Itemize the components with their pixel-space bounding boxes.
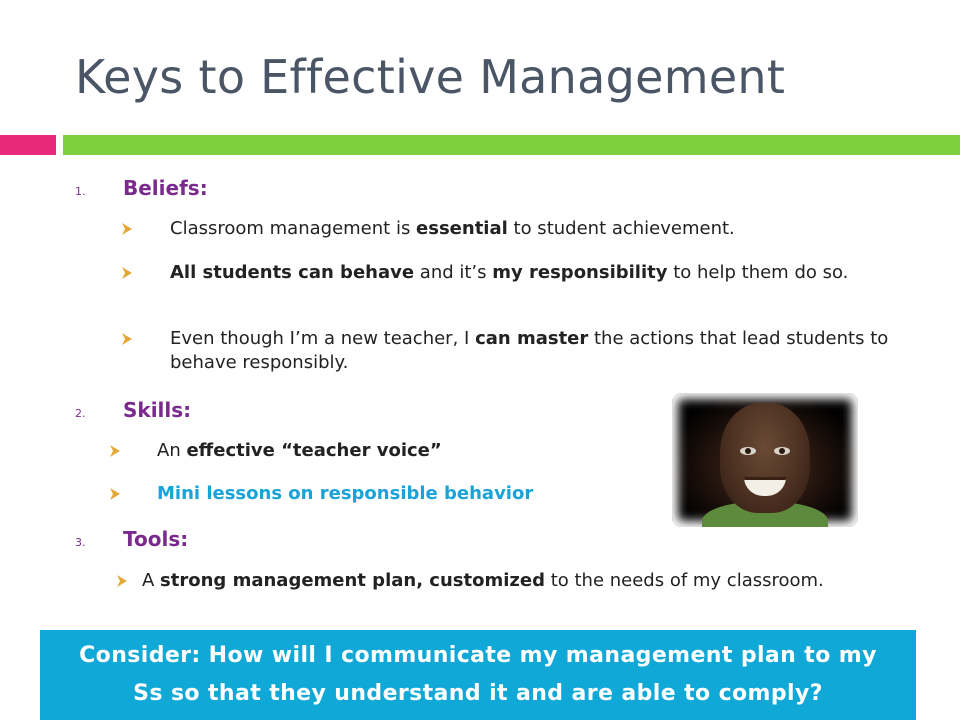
bullet-text: the actions that lead students to behave responsibly. bbox=[170, 328, 889, 373]
section-skills bbox=[75, 398, 191, 422]
bullet-text: and it’s bbox=[414, 262, 493, 283]
bullet-item bbox=[110, 482, 650, 506]
arrow-bullet-icon bbox=[110, 439, 124, 463]
arrow-bullet-icon bbox=[122, 327, 136, 351]
pink-accent-bar bbox=[0, 135, 56, 155]
bullet-item bbox=[122, 261, 912, 285]
bullet-item bbox=[122, 327, 912, 375]
bullet-item bbox=[117, 569, 917, 593]
photo-eye bbox=[774, 447, 790, 455]
section-number: 2. bbox=[75, 407, 86, 420]
green-accent-bar bbox=[63, 135, 960, 155]
photo-face bbox=[720, 403, 810, 513]
section-number: 3. bbox=[75, 536, 86, 549]
bullet-text: An bbox=[157, 440, 187, 461]
arrow-bullet-icon bbox=[110, 482, 124, 506]
section-beliefs bbox=[75, 176, 208, 200]
bullet-bold-text: All students can behave bbox=[170, 262, 415, 283]
section-heading: Skills: bbox=[123, 398, 192, 422]
slide-title: Keys to Effective Management bbox=[75, 50, 786, 104]
bullet-text: Classroom management is bbox=[170, 218, 417, 239]
photo-smile bbox=[744, 477, 786, 496]
arrow-bullet-icon bbox=[117, 569, 131, 593]
bullet-bold-text: essential bbox=[416, 218, 508, 239]
bullet-item bbox=[122, 217, 922, 241]
smiling-child-photo bbox=[672, 393, 858, 527]
bullet-bold-text: strong management plan, customized bbox=[160, 570, 545, 591]
bullet-bold-text: my responsibility bbox=[492, 262, 668, 283]
consider-line-2: Ss so that they understand it and are able to comply? bbox=[133, 681, 823, 706]
bullet-item bbox=[110, 439, 650, 463]
section-heading: Tools: bbox=[123, 527, 189, 551]
section-number: 1. bbox=[75, 185, 86, 198]
bullet-bold-text: can master bbox=[475, 328, 589, 349]
bullet-bold-text: effective “teacher voice” bbox=[186, 440, 442, 461]
bullet-text: Even though I’m a new teacher, I bbox=[170, 328, 476, 349]
section-heading: Beliefs: bbox=[123, 176, 208, 200]
bullet-text: A bbox=[142, 570, 161, 591]
arrow-bullet-icon bbox=[122, 217, 136, 241]
arrow-bullet-icon bbox=[122, 261, 136, 285]
photo-eye bbox=[740, 447, 756, 455]
consider-line-1: Consider: How will I communicate my management plan to my bbox=[79, 643, 877, 668]
bullet-text: to help them do so. bbox=[667, 262, 849, 283]
section-tools bbox=[75, 527, 188, 551]
bullet-text: to the needs of my classroom. bbox=[544, 570, 824, 591]
bullet-text: to student achievement. bbox=[507, 218, 735, 239]
consider-callout bbox=[40, 630, 916, 720]
bullet-highlight-text: Mini lessons on responsible behavior bbox=[157, 483, 534, 504]
